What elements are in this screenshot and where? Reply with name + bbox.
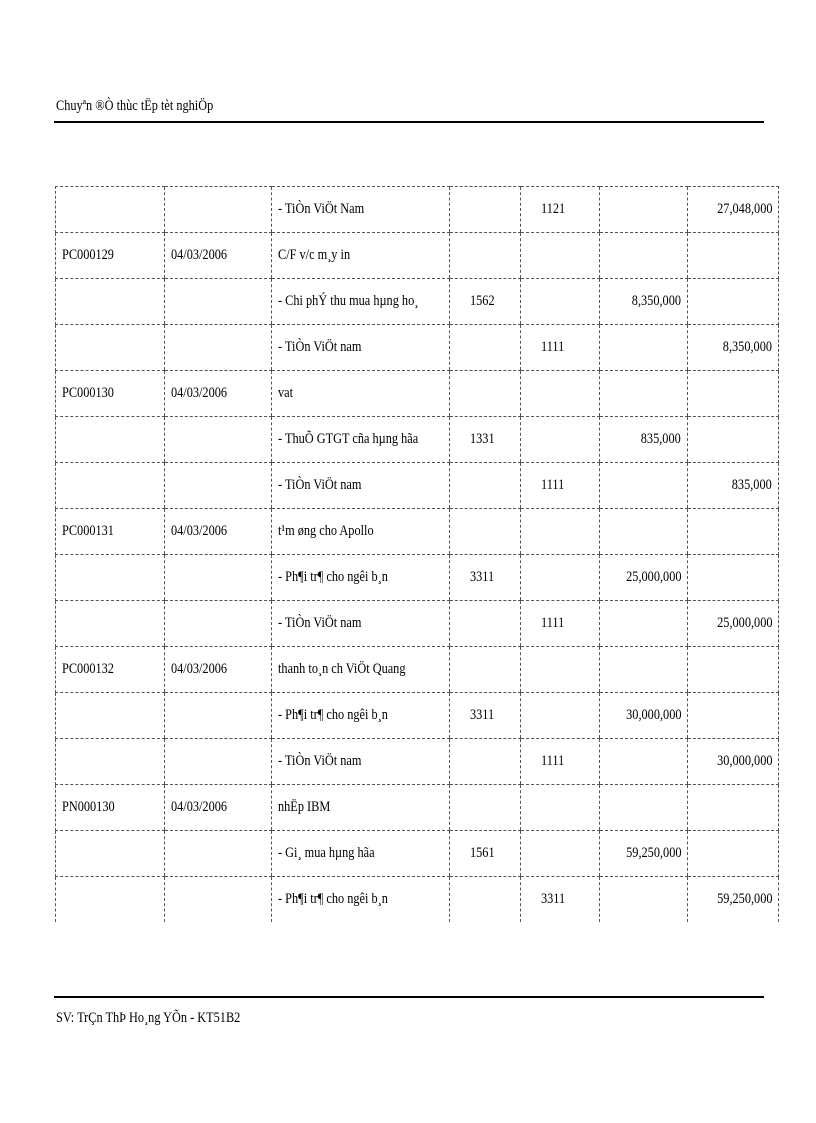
debit-amount-cell xyxy=(600,187,688,233)
credit-amount-cell xyxy=(688,739,779,785)
voucher-code-cell xyxy=(56,371,165,417)
table-row xyxy=(56,187,779,233)
debit-amount-cell-text: 25,000,000 xyxy=(625,569,681,585)
table-row xyxy=(56,877,779,923)
date-cell xyxy=(165,785,272,831)
table-row xyxy=(56,647,779,693)
debit-amount-cell xyxy=(600,279,688,325)
credit-amount-cell xyxy=(688,785,779,831)
date-cell xyxy=(165,463,272,509)
voucher-code-cell xyxy=(56,693,165,739)
credit-amount-cell xyxy=(688,555,779,601)
voucher-code-cell xyxy=(56,463,165,509)
debit-account-cell-text: 1331 xyxy=(470,431,495,447)
voucher-code-cell xyxy=(56,831,165,877)
table-row xyxy=(56,233,779,279)
credit-account-cell xyxy=(521,371,600,417)
debit-amount-cell xyxy=(600,325,688,371)
debit-account-cell xyxy=(450,371,521,417)
voucher-code-cell xyxy=(56,601,165,647)
date-cell-text: 04/03/2006 xyxy=(171,523,228,539)
table-row xyxy=(56,417,779,463)
date-cell xyxy=(165,417,272,463)
debit-amount-cell xyxy=(600,693,688,739)
table-row xyxy=(56,739,779,785)
table-row xyxy=(56,325,779,371)
credit-account-cell xyxy=(521,693,600,739)
credit-amount-cell xyxy=(688,187,779,233)
credit-amount-cell xyxy=(688,279,779,325)
voucher-code-cell xyxy=(56,233,165,279)
voucher-code-cell xyxy=(56,877,165,923)
description-cell-text: - Gi¸ mua hµng hãa xyxy=(278,845,375,861)
voucher-code-cell xyxy=(56,785,165,831)
description-cell-text: - Ph¶i tr¶ cho ngêi b¸n xyxy=(278,569,388,585)
debit-amount-cell xyxy=(600,647,688,693)
credit-amount-cell xyxy=(688,325,779,371)
voucher-code-cell xyxy=(56,555,165,601)
description-cell xyxy=(272,233,450,279)
description-cell xyxy=(272,647,450,693)
table-row xyxy=(56,831,779,877)
debit-account-cell xyxy=(450,601,521,647)
date-cell xyxy=(165,187,272,233)
description-cell-text: t¹m øng cho Apollo xyxy=(278,523,374,539)
credit-account-cell xyxy=(521,417,600,463)
voucher-code-cell-text: PC000129 xyxy=(62,247,114,263)
debit-account-cell xyxy=(450,693,521,739)
debit-amount-cell-text: 30,000,000 xyxy=(625,707,681,723)
header-divider xyxy=(54,121,764,123)
voucher-code-cell xyxy=(56,325,165,371)
description-cell xyxy=(272,187,450,233)
voucher-code-cell xyxy=(56,739,165,785)
date-cell xyxy=(165,601,272,647)
credit-amount-cell-text: 8,350,000 xyxy=(722,339,772,355)
description-cell xyxy=(272,785,450,831)
debit-account-cell xyxy=(450,647,521,693)
debit-account-cell xyxy=(450,555,521,601)
table-row xyxy=(56,371,779,417)
debit-amount-cell xyxy=(600,831,688,877)
credit-account-cell xyxy=(521,739,600,785)
debit-amount-cell xyxy=(600,785,688,831)
credit-amount-cell xyxy=(688,693,779,739)
journal-table xyxy=(55,186,779,922)
description-cell xyxy=(272,555,450,601)
credit-account-cell xyxy=(521,601,600,647)
description-cell-text: C/F v/c m¸y in xyxy=(278,247,351,263)
description-cell xyxy=(272,739,450,785)
table-row xyxy=(56,785,779,831)
debit-amount-cell xyxy=(600,463,688,509)
voucher-code-cell xyxy=(56,279,165,325)
credit-amount-cell xyxy=(688,831,779,877)
credit-account-cell xyxy=(521,555,600,601)
date-cell xyxy=(165,739,272,785)
date-cell xyxy=(165,831,272,877)
description-cell-text: vat xyxy=(278,385,294,401)
description-cell-text: - TiÒn ViÖt nam xyxy=(278,477,362,493)
table-row xyxy=(56,509,779,555)
description-cell-text: - Ph¶i tr¶ cho ngêi b¸n xyxy=(278,891,388,907)
credit-amount-cell-text: 27,048,000 xyxy=(716,201,772,217)
credit-amount-cell-text: 25,000,000 xyxy=(716,615,772,631)
credit-amount-cell xyxy=(688,417,779,463)
debit-amount-cell xyxy=(600,417,688,463)
credit-account-cell-text: 1111 xyxy=(541,615,565,631)
debit-account-cell xyxy=(450,739,521,785)
credit-amount-cell xyxy=(688,463,779,509)
date-cell xyxy=(165,279,272,325)
description-cell xyxy=(272,463,450,509)
description-cell-text: - TiÒn ViÖt nam xyxy=(278,339,362,355)
date-cell xyxy=(165,509,272,555)
credit-amount-cell-text: 30,000,000 xyxy=(716,753,772,769)
debit-amount-cell xyxy=(600,509,688,555)
date-cell xyxy=(165,233,272,279)
date-cell xyxy=(165,555,272,601)
description-cell-text: - Ph¶i tr¶ cho ngêi b¸n xyxy=(278,707,388,723)
credit-account-cell xyxy=(521,279,600,325)
credit-account-cell xyxy=(521,325,600,371)
credit-amount-cell xyxy=(688,647,779,693)
credit-account-cell-text: 1111 xyxy=(541,477,565,493)
table-row xyxy=(56,463,779,509)
credit-account-cell xyxy=(521,463,600,509)
description-cell xyxy=(272,831,450,877)
table-row xyxy=(56,601,779,647)
date-cell-text: 04/03/2006 xyxy=(171,799,228,815)
debit-account-cell xyxy=(450,233,521,279)
credit-account-cell-text: 3311 xyxy=(541,891,566,907)
debit-account-cell xyxy=(450,325,521,371)
credit-account-cell xyxy=(521,187,600,233)
credit-amount-cell xyxy=(688,233,779,279)
voucher-code-cell xyxy=(56,509,165,555)
debit-account-cell xyxy=(450,463,521,509)
journal-table-body xyxy=(56,187,779,923)
debit-amount-cell-text: 835,000 xyxy=(641,431,681,447)
credit-amount-cell xyxy=(688,371,779,417)
credit-account-cell xyxy=(521,509,600,555)
debit-account-cell xyxy=(450,831,521,877)
description-cell xyxy=(272,693,450,739)
date-cell xyxy=(165,877,272,923)
debit-account-cell xyxy=(450,785,521,831)
credit-account-cell-text: 1111 xyxy=(541,753,565,769)
description-cell xyxy=(272,509,450,555)
debit-amount-cell xyxy=(600,555,688,601)
credit-amount-cell xyxy=(688,601,779,647)
table-row xyxy=(56,555,779,601)
description-cell-text: - Chi phÝ thu mua hµng ho¸ xyxy=(278,293,419,309)
description-cell-text: - TiÒn ViÖt nam xyxy=(278,615,362,631)
debit-amount-cell xyxy=(600,601,688,647)
voucher-code-cell xyxy=(56,187,165,233)
date-cell-text: 04/03/2006 xyxy=(171,661,228,677)
debit-amount-cell xyxy=(600,371,688,417)
date-cell xyxy=(165,325,272,371)
description-cell-text: nhËp IBM xyxy=(278,799,331,815)
date-cell xyxy=(165,693,272,739)
description-cell xyxy=(272,601,450,647)
description-cell-text: - ThuÕ GTGT cña hµng hãa xyxy=(278,431,419,447)
debit-account-cell xyxy=(450,877,521,923)
description-cell-text: thanh to¸n ch ViÖt Quang xyxy=(278,661,406,677)
date-cell xyxy=(165,647,272,693)
debit-account-cell-text: 3311 xyxy=(470,707,495,723)
credit-account-cell xyxy=(521,647,600,693)
voucher-code-cell xyxy=(56,417,165,463)
credit-account-cell-text: 1111 xyxy=(541,339,565,355)
credit-account-cell xyxy=(521,233,600,279)
credit-account-cell xyxy=(521,785,600,831)
debit-account-cell xyxy=(450,279,521,325)
voucher-code-cell xyxy=(56,647,165,693)
debit-amount-cell-text: 59,250,000 xyxy=(625,845,681,861)
description-cell xyxy=(272,371,450,417)
debit-account-cell-text: 1561 xyxy=(470,845,495,861)
debit-account-cell xyxy=(450,187,521,233)
credit-account-cell-text: 1121 xyxy=(541,201,566,217)
voucher-code-cell-text: PN000130 xyxy=(62,799,115,815)
credit-amount-cell xyxy=(688,877,779,923)
credit-account-cell xyxy=(521,831,600,877)
debit-account-cell-text: 1562 xyxy=(470,293,495,309)
description-cell xyxy=(272,417,450,463)
voucher-code-cell-text: PC000132 xyxy=(62,661,114,677)
page-header: Chuyªn ®Ò thùc tËp tèt nghiÖp xyxy=(56,98,214,114)
debit-amount-cell-text: 8,350,000 xyxy=(631,293,681,309)
debit-amount-cell xyxy=(600,877,688,923)
credit-account-cell xyxy=(521,877,600,923)
date-cell-text: 04/03/2006 xyxy=(171,247,228,263)
table-row xyxy=(56,279,779,325)
table-row xyxy=(56,693,779,739)
description-cell xyxy=(272,279,450,325)
footer-divider xyxy=(54,996,764,998)
debit-account-cell xyxy=(450,509,521,555)
credit-amount-cell xyxy=(688,509,779,555)
credit-amount-cell-text: 59,250,000 xyxy=(716,891,772,907)
voucher-code-cell-text: PC000131 xyxy=(62,523,114,539)
description-cell xyxy=(272,877,450,923)
debit-account-cell-text: 3311 xyxy=(470,569,495,585)
description-cell-text: - TiÒn ViÖt nam xyxy=(278,753,362,769)
debit-amount-cell xyxy=(600,233,688,279)
credit-amount-cell-text: 835,000 xyxy=(732,477,772,493)
debit-amount-cell xyxy=(600,739,688,785)
page-footer: SV: TrÇn ThÞ Ho¸ng YÕn - KT51B2 xyxy=(56,1010,241,1026)
date-cell xyxy=(165,371,272,417)
voucher-code-cell-text: PC000130 xyxy=(62,385,114,401)
description-cell xyxy=(272,325,450,371)
description-cell-text: - TiÒn ViÖt Nam xyxy=(278,201,365,217)
debit-account-cell xyxy=(450,417,521,463)
date-cell-text: 04/03/2006 xyxy=(171,385,228,401)
